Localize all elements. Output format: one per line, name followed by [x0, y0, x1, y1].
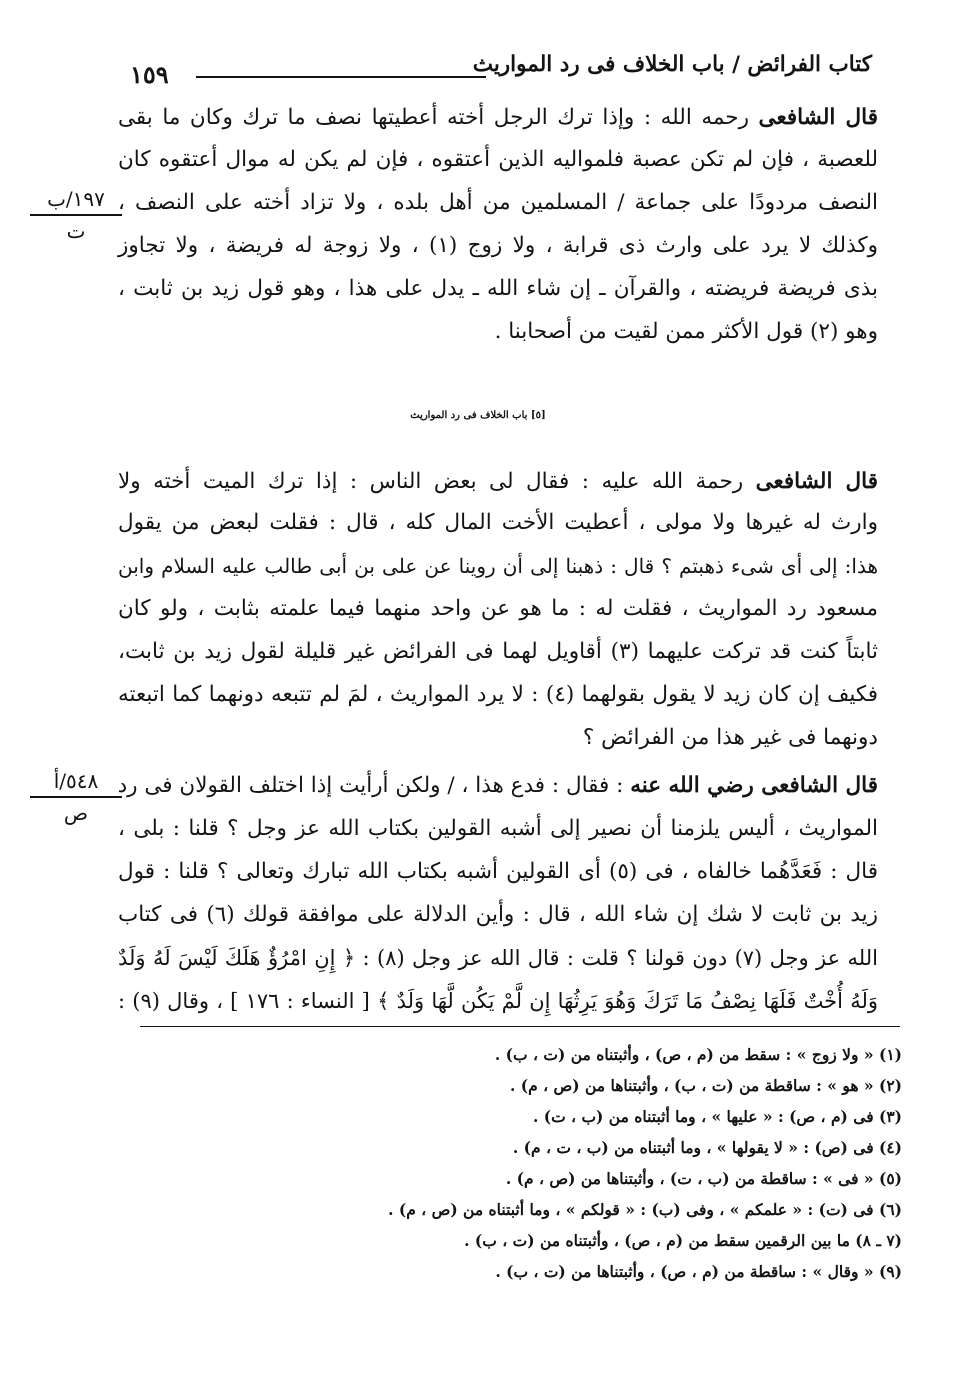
page-number: ١٥٩: [130, 60, 169, 89]
paragraph-line: وَلَهُ أُخْتٌ فَلَهَا نِصْفُ مَا تَرَكَ وَهُوَ يَرِثُهَا إِن لَّمْ يَكُن لَّهَا وَلَدٌ ﴾ [ النساء : ١٧٦ ] ، وقال (٩) :: [118, 989, 878, 1013]
margin-folio-ref: [30, 186, 122, 244]
paragraph-line: وكذلك لا يرد على وارث ذى قرابة ، ولا زوج (١) ، ولا زوجة له فريضة ، ولا تجاوز: [118, 233, 878, 258]
line-text: : فقال : فدع هذا ، / ولكن أرأيت إذا اختلف القولان فى رد: [117, 773, 631, 798]
paragraph-line: بذى فريضة فريضته ، والقرآن ـ إن شاء الله ـ يدل على هذا ، وهو قول زيد بن ثابت ،: [118, 276, 878, 301]
paragraph-line: فكيف إن كان زيد لا يقول بقولهما (٤) : لا يرد المواريث ، لمَ لم تتبعه دونهما كما اتبعته: [118, 682, 878, 707]
paragraph-line: الله عز وجل (٧) دون قولنا ؟ قلت : قال الله عز وجل (٨) : ﴿ إِنِ امْرُؤٌ هَلَكَ لَيْسَ لَهُ وَلَدٌ: [118, 946, 878, 970]
paragraph-line: زيد بن ثابت لا شك إن شاء الله ، قال : وأين الدلالة على موافقة قولك (٦) فى كتاب: [118, 902, 878, 927]
footnote-rule: [140, 1026, 900, 1027]
footnote: (٥) « فى » : ساقطة من (ب ، ت) ، وأثبتناها من (ص ، م) .: [505, 1169, 902, 1188]
paragraph-line: [118, 766, 878, 806]
line-text: رحمه الله : وإذا ترك الرجل أخته أعطيتها نصف ما ترك وكان ما بقى: [118, 105, 759, 130]
paragraph-line: وارث له غيرها ولا مولى ، أعطيت الأخت المال كله ، قال : فقلت لبعض من يقول: [118, 510, 878, 535]
footnote: (١) « ولا زوج » : سقط من (م ، ص) ، وأثبتناه من (ت ، ب) .: [494, 1045, 902, 1064]
header-rule: [196, 76, 486, 78]
paragraph-line: ثابتاً كنت قد تركت عليهما (٣) أقاويل لهما فى الفرائض غير قليلة لقول زيد بن ثابت،: [118, 639, 878, 664]
footnote: (٢) « هو » : ساقطة من (ت ، ب) ، وأثبتناها من (ص ، م) .: [510, 1076, 902, 1095]
paragraph-line: قال : فَعَدَّهُما خالفاه ، فى (٥) أى القولين أشبه بكتاب الله تبارك وتعالى ؟ قلنا : قول: [118, 859, 878, 884]
paragraph-line: النصف مردودًا على جماعة / المسلمين من أهل بلده ، ولا تزاد أخته على النصف ،: [118, 190, 878, 215]
line-text: رحمة الله عليه : فقال لى بعض الناس : إذا ترك الميت أخته ولا: [118, 469, 756, 494]
manuscript-siglum: ص: [63, 801, 89, 825]
running-title: كتاب الفرائض / باب الخلاف فى رد المواريث: [472, 52, 872, 77]
folio-number: ١٩٧/ب: [30, 186, 122, 216]
speaker-lead: قال الشافعى: [758, 105, 878, 130]
footnote: (٩) « وقال » : ساقطة من (م ، ص) ، وأثبتناها من (ت ، ب) .: [495, 1262, 902, 1281]
paragraph-line: وهو (٢) قول الأكثر ممن لقيت من أصحابنا .: [494, 319, 878, 344]
paragraph-line: دونهما فى غير هذا من الفرائض ؟: [582, 725, 878, 750]
paragraph-line: [118, 462, 878, 502]
footnote: (٤) فى (ص) : « لا يقولها » ، وما أثبتناه من (ب ، ت ، م) .: [512, 1138, 902, 1157]
paragraph-line: [118, 98, 878, 138]
manuscript-siglum: ت: [66, 219, 86, 243]
margin-folio-ref: [30, 768, 122, 826]
speaker-lead: قال الشافعى: [761, 773, 878, 798]
speaker-lead: قال الشافعى: [755, 469, 878, 494]
paragraph-line: هذا: إلى أى شىء ذهبتم ؟ قال : ذهبنا إلى أن روينا عن على بن أبى طالب عليه السلام وابن: [118, 554, 878, 578]
paragraph-line: مسعود رد المواريث ، فقلت له : ما هو عن واحد منهما فيما علمته بثابت ، ولو كان: [118, 596, 878, 621]
paragraph-line: المواريث ، أليس يلزمنا أن نصير إلى أشبه القولين بكتاب الله عز وجل ؟ قلنا : بلى ،: [118, 816, 878, 841]
folio-number: ٥٤٨/أ: [30, 768, 122, 798]
footnote: (٣) فى (م ، ص) : « عليها » ، وما أثبتناه من (ب ، ت) .: [532, 1107, 902, 1126]
footnote: (٦) فى (ت) : « علمكم » ، وفى (ب) : « قولكم » ، وما أثبتناه من (ص ، م) .: [388, 1200, 902, 1219]
section-heading: [٥] باب الخلاف فى رد المواريث: [410, 410, 546, 421]
footnote: (٧ ـ ٨) ما بين الرقمين سقط من (م ، ص) ، وأثبتناه من (ت ، ب) .: [464, 1231, 902, 1250]
honorific: رضي الله عنه: [630, 773, 762, 798]
paragraph-line: للعصبة ، فإن لم تكن عصبة فلمواليه الذين أعتقوه ، فإن لم يكن له موال أعتقوه كان: [118, 147, 878, 172]
